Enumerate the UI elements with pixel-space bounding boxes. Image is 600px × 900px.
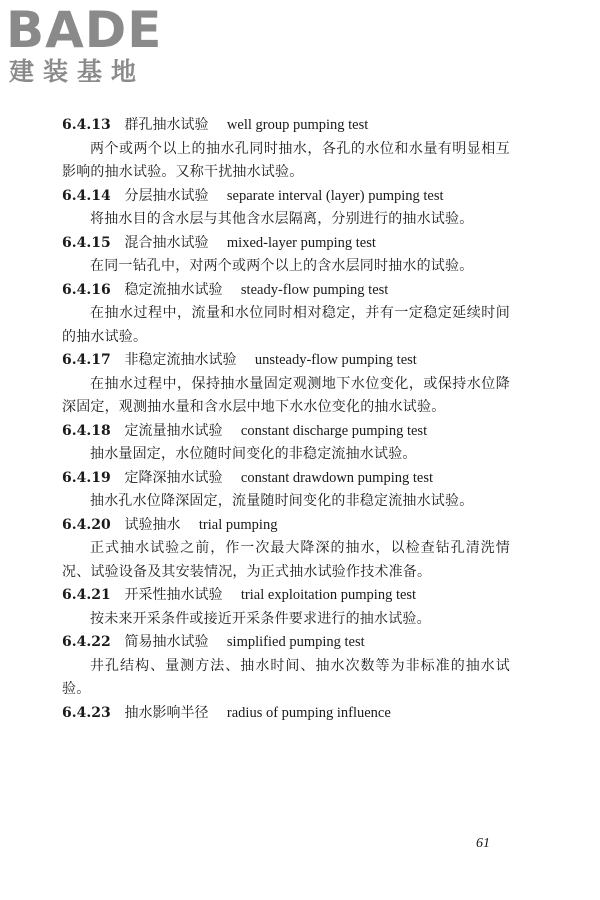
entry-term-en: simplified pumping test <box>226 634 365 650</box>
logo-subtitle: 建装基地 <box>9 57 146 86</box>
entry-term-zh: 简易抽水试验 <box>124 634 209 650</box>
entry-number: 6.4.16 <box>62 281 111 298</box>
entry-term-zh: 抽水影响半径 <box>124 704 209 721</box>
entry-number: 6.4.17 <box>62 352 111 368</box>
entry-definition: 按未来开采条件或接近开采条件要求进行的抽水试验。 <box>90 610 431 627</box>
entry-heading <box>62 631 510 655</box>
entry-term-en: constant discharge pumping test <box>240 422 428 439</box>
entry-number: 6.4.13 <box>62 117 111 133</box>
entry-term-zh: 定流量抽水试验 <box>124 422 223 439</box>
entry-definition: 在抽水过程中，流量和水位同时相对稳定，并有一定稳定延续时间的抽水试验。 <box>62 305 510 345</box>
entry <box>62 114 510 185</box>
entry-definition: 在同一钻孔中，对两个或两个以上的含水层同时抽水的试验。 <box>90 258 474 274</box>
entry-number: 6.4.23 <box>62 704 111 721</box>
entry <box>62 702 510 726</box>
entry-term-zh: 稳定流抽水试验 <box>124 281 223 298</box>
entry <box>62 514 510 585</box>
entry-definition: 抽水孔水位降深固定，流量随时间变化的非稳定流抽水试验。 <box>90 493 474 509</box>
entry <box>62 185 510 232</box>
entry-term-zh: 分层抽水试验 <box>124 187 209 204</box>
entry-term-en: trial pumping <box>198 516 278 533</box>
entry-term-en: separate interval (layer) pumping test <box>226 187 444 204</box>
entry-heading <box>62 279 510 303</box>
entry-term-en: unsteady-flow pumping test <box>254 352 417 368</box>
entry-heading <box>62 349 510 373</box>
entry-heading <box>62 584 510 608</box>
entry-definition: 井孔结构、量测方法、抽水时间、抽水次数等为非标准的抽水试验。 <box>62 657 510 697</box>
entry-number: 6.4.18 <box>62 422 111 439</box>
entry-heading <box>62 420 510 444</box>
entry-term-en: trial exploitation pumping test <box>240 587 417 603</box>
entry-term-zh: 开采性抽水试验 <box>124 587 223 603</box>
entry-term-zh: 非稳定流抽水试验 <box>124 352 237 368</box>
logo <box>6 1 181 86</box>
entry <box>62 232 510 279</box>
entry <box>62 631 510 702</box>
entry-term-zh: 试验抽水 <box>124 516 181 533</box>
entry <box>62 279 510 350</box>
entry-term-en: well group pumping test <box>226 117 369 133</box>
entry-definition: 两个或两个以上的抽水孔同时抽水，各孔的水位和水量有明显相互影响的抽水试验。又称干扰抽水试验。 <box>62 140 510 180</box>
entry-number: 6.4.15 <box>62 234 111 251</box>
page-number: 61 <box>476 836 490 851</box>
glossary-content <box>62 114 510 725</box>
entry-term-en: mixed-layer pumping test <box>226 234 376 251</box>
entry-term-en: constant drawdown pumping test <box>240 469 434 486</box>
entry-heading <box>62 185 510 209</box>
entry-heading <box>62 467 510 491</box>
entry-heading <box>62 514 510 538</box>
entry-term-en: steady-flow pumping test <box>240 281 389 298</box>
entry-number: 6.4.19 <box>62 469 111 486</box>
entry <box>62 420 510 467</box>
entry-number: 6.4.14 <box>62 187 111 204</box>
entry-number: 6.4.20 <box>62 516 111 533</box>
entry-heading <box>62 702 510 726</box>
entry <box>62 349 510 420</box>
entry-number: 6.4.22 <box>62 634 111 650</box>
entry-heading <box>62 232 510 256</box>
entry-number: 6.4.21 <box>62 587 111 603</box>
entry-definition: 抽水量固定，水位随时间变化的非稳定流抽水试验。 <box>90 446 417 462</box>
entry-definition: 在抽水过程中，保持抽水量固定观测地下水位变化，或保持水位降深固定，观测抽水量和含水层中地下水水位变化的抽水试验。 <box>62 375 510 415</box>
entry-term-zh: 群孔抽水试验 <box>124 117 209 133</box>
entry-heading <box>62 114 510 138</box>
entry-definition: 将抽水目的含水层与其他含水层隔离，分别进行的抽水试验。 <box>90 211 474 227</box>
entry <box>62 584 510 631</box>
entry-term-zh: 混合抽水试验 <box>124 234 209 251</box>
entry-definition: 正式抽水试验之前，作一次最大降深的抽水，以检查钻孔清洗情况、试验设备及其安装情况，为正式抽水试验作技术准备。 <box>62 540 510 580</box>
entry-term-zh: 定降深抽水试验 <box>124 469 223 486</box>
logo-word: BADE <box>6 1 163 59</box>
entry-term-en: radius of pumping influence <box>226 704 391 721</box>
entry <box>62 467 510 514</box>
